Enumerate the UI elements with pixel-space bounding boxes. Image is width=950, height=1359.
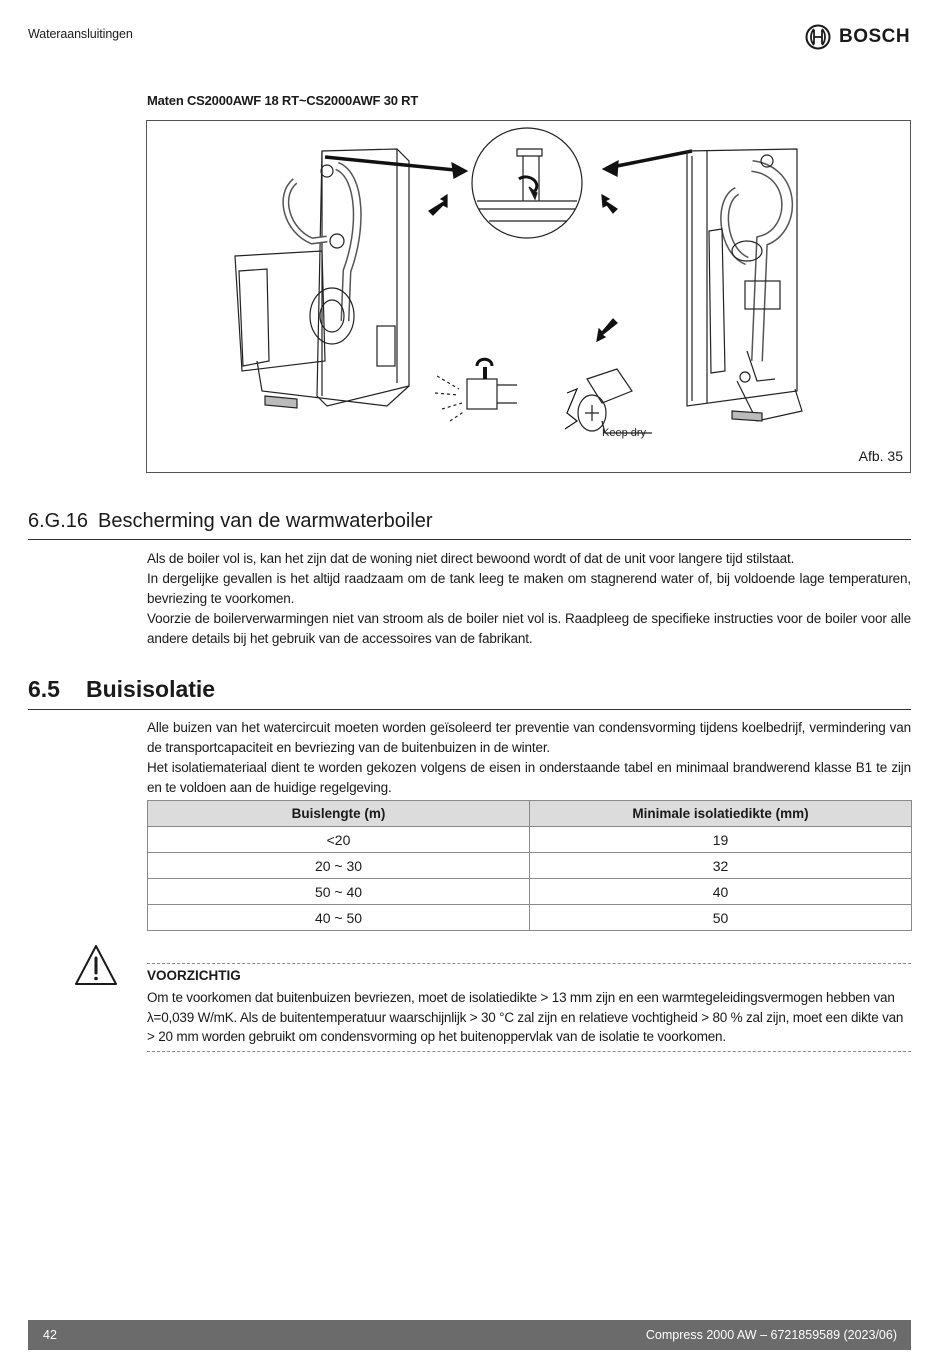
right-unit-illustration	[687, 149, 802, 421]
table-cell: 20 ~ 30	[148, 853, 530, 879]
caution-title: VOORZICHTIG	[147, 968, 241, 983]
table-cell: 50	[530, 905, 912, 931]
section-number: 6.G.16	[28, 510, 89, 532]
section-title: Bescherming van de warmwaterboiler	[98, 510, 433, 532]
brand-name: BOSCH	[839, 26, 911, 47]
paragraph	[147, 718, 911, 798]
keep-dry-label: Keep dry	[602, 427, 647, 439]
unit-drawing	[147, 121, 912, 474]
table-row	[148, 827, 912, 853]
page-number: 42	[43, 1328, 57, 1342]
table-cell: 32	[530, 853, 912, 879]
paragraph-line: Als de boiler vol is, kan het zijn dat de woning niet direct bewoond wordt of dat de unit voor langere tijd stilstaat.	[147, 551, 795, 566]
table-cell: <20	[148, 827, 530, 853]
running-header-section: Wateraansluitingen	[28, 27, 133, 41]
figure-title: Maten CS2000AWF 18 RT~CS2000AWF 30 RT	[147, 93, 419, 108]
document-reference: Compress 2000 AW – 6721859589 (2023/06)	[645, 1328, 897, 1342]
section-65-heading	[28, 676, 911, 710]
insulation-table	[147, 800, 912, 931]
caution-divider-bottom	[147, 1051, 911, 1052]
bosch-armature-icon	[805, 24, 831, 50]
drain-valve-sketch	[435, 359, 517, 421]
section-6g16-heading	[28, 509, 911, 540]
column-header: Buislengte (m)	[148, 801, 530, 827]
table-cell: 50 ~ 40	[148, 879, 530, 905]
bosch-logo	[805, 24, 910, 50]
left-unit-illustration	[235, 149, 409, 408]
table-row	[148, 905, 912, 931]
page-footer	[28, 1320, 911, 1350]
table-cell: 40 ~ 50	[148, 905, 530, 931]
column-header: Minimale isolatiedikte (mm)	[530, 801, 912, 827]
section-title: Buisisolatie	[86, 676, 216, 702]
caution-divider-top	[147, 963, 911, 964]
paragraph	[147, 549, 911, 649]
table-cell: 19	[530, 827, 912, 853]
paragraph-line: In dergelijke gevallen is het altijd raadzaam om de tank leeg te maken om stagnerend water of, bij voldoende lage temperaturen, bevriezing te voorkomen.	[147, 571, 911, 606]
table-cell: 40	[530, 879, 912, 905]
figure-frame	[146, 120, 911, 473]
paragraph-line: Het isolatiemateriaal dient te worden gekozen volgens de eisen in onderstaande tabel en minimaal brandwerend klasse B1 te zijn en te voldoen aan de huidige regelgeving.	[147, 760, 911, 795]
section-number: 6.5	[28, 676, 60, 702]
warning-triangle-icon	[73, 943, 119, 987]
detail-circle	[472, 128, 582, 238]
caution-text: Om te voorkomen dat buitenbuizen bevriezen, moet de isolatiedikte > 13 mm zijn en een warmtegeleidingsvermogen hebben van λ=0,039 W/mK. Als de buitentemperatuur waarschijnlijk > 30 °C zal zijn en relatieve vochtigheid > 80 % zal zijn, moet een dikte van > 20 mm worden gebruikt om condensvorming op het buitenoppervlak van de isolatie te voorkomen.	[147, 990, 904, 1044]
figure-caption: Afb. 35	[858, 448, 903, 464]
keep-dry-sketch	[565, 369, 652, 433]
table-row	[148, 879, 912, 905]
paragraph-line: Voorzie de boilerverwarmingen niet van stroom als de boiler niet vol is. Raadpleeg de specifieke instructies voor de boiler voor alle andere details bij het gebruik van de accessoires van de fabrikant.	[147, 611, 911, 646]
table-row	[148, 853, 912, 879]
table-header-row	[148, 801, 912, 827]
paragraph-line: Alle buizen van het watercircuit moeten worden geïsoleerd ter preventie van condensvorming tijdens koelbedrijf, vermindering van de transportcapaciteit en bevriezing van de buitenbuizen in de winter.	[147, 720, 911, 755]
